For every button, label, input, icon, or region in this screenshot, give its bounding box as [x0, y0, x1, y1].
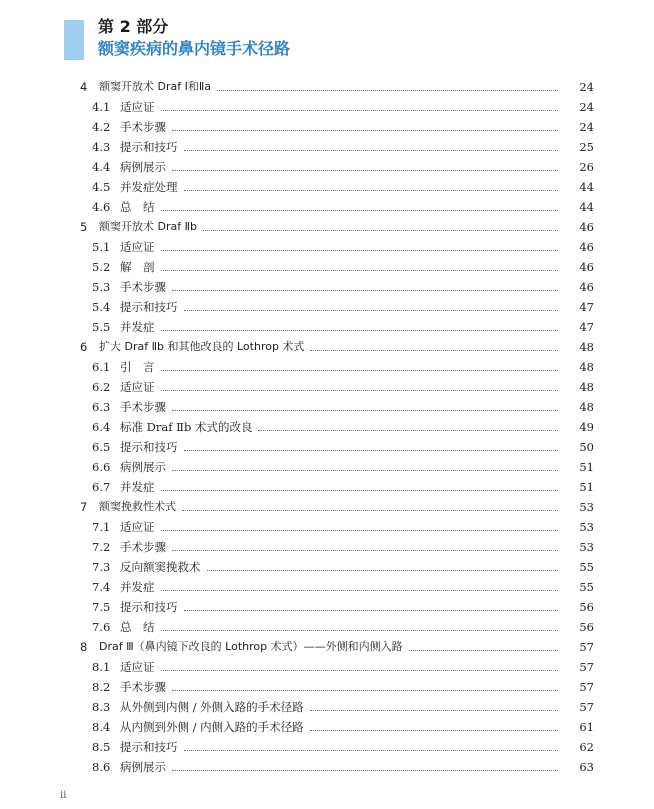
- toc-dot-leader: [172, 770, 558, 771]
- toc-dot-leader: [184, 190, 558, 191]
- toc-dot-leader: [161, 270, 558, 271]
- toc-dot-leader: [184, 750, 558, 751]
- toc-entry-page: 48: [579, 360, 594, 374]
- toc-entry-page: 48: [579, 400, 594, 414]
- toc-entry-page: 56: [579, 600, 594, 614]
- toc-entry-number: 4.3: [92, 140, 111, 154]
- toc-dot-leader: [310, 350, 558, 351]
- toc-section-entry[interactable]: [0, 398, 654, 416]
- toc-dot-leader: [184, 450, 558, 451]
- toc-entry-title: 总 结: [120, 618, 161, 636]
- toc-section-entry[interactable]: [0, 178, 654, 196]
- toc-dot-leader: [172, 290, 558, 291]
- toc-entry-number: 8.3: [92, 700, 111, 714]
- toc-section-entry[interactable]: [0, 478, 654, 496]
- toc-entry-number: 6: [80, 340, 88, 354]
- toc-entry-number: 7.2: [92, 540, 111, 554]
- toc-section-entry[interactable]: [0, 378, 654, 396]
- toc-entry-title: 额窦挽救性术式: [99, 498, 182, 516]
- toc-dot-leader: [184, 310, 558, 311]
- toc-entry-number: 4.1: [92, 100, 111, 114]
- toc-entry-page: 48: [579, 340, 594, 354]
- toc-entry-title: 手术步骤: [120, 398, 172, 416]
- toc-entry-page: 57: [579, 660, 594, 674]
- toc-dot-leader: [161, 330, 558, 331]
- toc-entry-title: 从内侧到外侧 / 内侧入路的手术径路: [120, 718, 310, 736]
- toc-entry-number: 6.1: [92, 360, 111, 374]
- toc-section-entry[interactable]: [0, 738, 654, 756]
- toc-dot-leader: [161, 250, 558, 251]
- toc-entry-number: 8.4: [92, 720, 111, 734]
- toc-entry-page: 24: [579, 100, 594, 114]
- toc-dot-leader: [310, 730, 558, 731]
- toc-dot-leader: [161, 110, 558, 111]
- toc-dot-leader: [161, 670, 558, 671]
- toc-entry-page: 46: [579, 260, 594, 274]
- toc-entry-title: 并发症: [120, 318, 161, 336]
- toc-entry-number: 6.3: [92, 400, 111, 414]
- toc-section-entry[interactable]: [0, 518, 654, 536]
- toc-entry-page: 53: [579, 540, 594, 554]
- toc-entry-title: 并发症: [120, 578, 161, 596]
- toc-entry-title: 扩大 Draf Ⅱb 和其他改良的 Lothrop 术式: [99, 338, 310, 356]
- toc-entry-title: 标准 Draf Ⅱb 术式的改良: [120, 418, 258, 436]
- toc-entry-number: 6.2: [92, 380, 111, 394]
- toc-entry-page: 24: [579, 80, 594, 94]
- toc-entry-title: 并发症: [120, 478, 161, 496]
- toc-entry-page: 61: [579, 720, 594, 734]
- toc-entry-page: 24: [579, 120, 594, 134]
- toc-entry-title: 从外侧到内侧 / 外侧入路的手术径路: [120, 698, 310, 716]
- toc-entry-title: 病例展示: [120, 458, 172, 476]
- toc-dot-leader: [258, 430, 558, 431]
- toc-section-entry[interactable]: [0, 618, 654, 636]
- toc-entry-title: 提示和技巧: [120, 438, 184, 456]
- toc-entry-page: 49: [579, 420, 594, 434]
- toc-section-entry[interactable]: [0, 98, 654, 116]
- toc-dot-leader: [172, 410, 558, 411]
- toc-dot-leader: [161, 210, 558, 211]
- toc-entry-number: 7.4: [92, 580, 111, 594]
- toc-entry-page: 55: [579, 560, 594, 574]
- toc-entry-number: 8.2: [92, 680, 111, 694]
- toc-entry-page: 46: [579, 280, 594, 294]
- toc-dot-leader: [207, 570, 558, 571]
- toc-dot-leader: [172, 690, 558, 691]
- toc-entry-number: 7.1: [92, 520, 111, 534]
- toc-entry-title: 额窦开放术 Draf Ⅰ和Ⅱa: [99, 78, 217, 96]
- toc-entry-page: 44: [579, 180, 594, 194]
- part-accent-bar: [64, 20, 84, 60]
- toc-chapter-entry[interactable]: [0, 498, 654, 516]
- toc-entry-title: 适应证: [120, 658, 161, 676]
- toc-section-entry[interactable]: [0, 558, 654, 576]
- toc-dot-leader: [161, 490, 558, 491]
- toc-entry-title: 额窦开放术 Draf Ⅱb: [99, 218, 203, 236]
- toc-entry-page: 51: [579, 480, 594, 494]
- toc-entry-title: 解 剖: [120, 258, 161, 276]
- toc-dot-leader: [161, 590, 558, 591]
- toc-chapter-entry[interactable]: [0, 78, 654, 96]
- toc-section-entry[interactable]: [0, 238, 654, 256]
- toc-section-entry[interactable]: [0, 278, 654, 296]
- toc-entry-page: 47: [579, 300, 594, 314]
- toc-entry-title: 病例展示: [120, 758, 172, 776]
- toc-entry-title: 适应证: [120, 98, 161, 116]
- toc-entry-page: 50: [579, 440, 594, 454]
- toc-entry-number: 5.3: [92, 280, 111, 294]
- toc-dot-leader: [217, 90, 558, 91]
- toc-entry-number: 5.2: [92, 260, 111, 274]
- toc-entry-page: 57: [579, 640, 594, 654]
- toc-entry-title: 并发症处理: [120, 178, 184, 196]
- toc-dot-leader: [172, 470, 558, 471]
- toc-entry-page: 62: [579, 740, 594, 754]
- toc-entry-number: 4.4: [92, 160, 111, 174]
- toc-entry-number: 7.3: [92, 560, 111, 574]
- toc-entry-number: 7: [80, 500, 88, 514]
- toc-section-entry[interactable]: [0, 438, 654, 456]
- toc-entry-title: 提示和技巧: [120, 738, 184, 756]
- toc-dot-leader: [161, 530, 558, 531]
- toc-dot-leader: [172, 170, 558, 171]
- toc-entry-number: 8.1: [92, 660, 111, 674]
- toc-entry-page: 26: [579, 160, 594, 174]
- toc-entry-page: 44: [579, 200, 594, 214]
- toc-dot-leader: [161, 390, 558, 391]
- toc-entry-title: 适应证: [120, 378, 161, 396]
- toc-section-entry[interactable]: [0, 418, 654, 436]
- part-title: 额窦疾病的鼻内镜手术径路: [98, 39, 291, 58]
- toc-dot-leader: [310, 710, 558, 711]
- toc-entry-title: 手术步骤: [120, 278, 172, 296]
- toc-section-entry[interactable]: [0, 258, 654, 276]
- toc-entry-number: 5.4: [92, 300, 111, 314]
- toc-section-entry[interactable]: [0, 758, 654, 776]
- toc-entry-number: 8.6: [92, 760, 111, 774]
- toc-entry-page: 55: [579, 580, 594, 594]
- toc-dot-leader: [172, 550, 558, 551]
- toc-entry-page: 57: [579, 680, 594, 694]
- toc-entry-title: 手术步骤: [120, 678, 172, 696]
- toc-entry-page: 53: [579, 500, 594, 514]
- toc-section-entry[interactable]: [0, 158, 654, 176]
- toc-entry-number: 5.1: [92, 240, 111, 254]
- toc-entry-number: 7.6: [92, 620, 111, 634]
- toc-section-entry[interactable]: [0, 358, 654, 376]
- toc-dot-leader: [184, 150, 558, 151]
- toc-dot-leader: [182, 510, 558, 511]
- toc-dot-leader: [172, 130, 558, 131]
- toc-section-entry[interactable]: [0, 578, 654, 596]
- toc-entry-page: 63: [579, 760, 594, 774]
- toc-entry-title: 提示和技巧: [120, 298, 184, 316]
- toc-dot-leader: [161, 370, 558, 371]
- toc-entry-title: 病例展示: [120, 158, 172, 176]
- toc-entry-page: 47: [579, 320, 594, 334]
- toc-entry-title: 提示和技巧: [120, 138, 184, 156]
- toc-entry-title: 提示和技巧: [120, 598, 184, 616]
- toc-chapter-entry[interactable]: [0, 338, 654, 356]
- toc-section-entry[interactable]: [0, 718, 654, 736]
- toc-entry-title: 总 结: [120, 198, 161, 216]
- toc-chapter-entry[interactable]: [0, 638, 654, 656]
- toc-entry-number: 4.6: [92, 200, 111, 214]
- toc-section-entry[interactable]: [0, 698, 654, 716]
- toc-section-entry[interactable]: [0, 318, 654, 336]
- toc-entry-page: 46: [579, 220, 594, 234]
- toc-section-entry[interactable]: [0, 138, 654, 156]
- toc-entry-title: Draf Ⅲ（鼻内镜下改良的 Lothrop 术式）——外侧和内侧入路: [99, 638, 409, 656]
- toc-entry-page: 25: [579, 140, 594, 154]
- toc-entry-title: 手术步骤: [120, 538, 172, 556]
- toc-section-entry[interactable]: [0, 598, 654, 616]
- toc-entry-title: 手术步骤: [120, 118, 172, 136]
- toc-dot-leader: [409, 650, 558, 651]
- toc-entry-title: 适应证: [120, 238, 161, 256]
- toc-section-entry[interactable]: [0, 658, 654, 676]
- toc-entry-page: 56: [579, 620, 594, 634]
- part-label: 第 2 部分: [98, 17, 169, 36]
- toc-entry-number: 7.5: [92, 600, 111, 614]
- toc-entry-page: 57: [579, 700, 594, 714]
- toc-chapter-entry[interactable]: [0, 218, 654, 236]
- toc-entry-title: 反向额窦挽救术: [120, 558, 207, 576]
- toc-entry-number: 6.6: [92, 460, 111, 474]
- toc-entry-number: 6.4: [92, 420, 111, 434]
- toc-entry-title: 引 言: [120, 358, 161, 376]
- toc-entry-number: 6.5: [92, 440, 111, 454]
- toc-entry-number: 6.7: [92, 480, 111, 494]
- toc-entry-page: 48: [579, 380, 594, 394]
- toc-section-entry[interactable]: [0, 678, 654, 696]
- toc-section-entry[interactable]: [0, 458, 654, 476]
- toc-dot-leader: [203, 230, 558, 231]
- toc-entry-page: 46: [579, 240, 594, 254]
- page-number: ii: [60, 790, 67, 801]
- toc-dot-leader: [161, 630, 558, 631]
- toc-entry-number: 5: [80, 220, 88, 234]
- toc-entry-number: 4.5: [92, 180, 111, 194]
- toc-entry-number: 5.5: [92, 320, 111, 334]
- toc-section-entry[interactable]: [0, 298, 654, 316]
- toc-entry-page: 51: [579, 460, 594, 474]
- toc-section-entry[interactable]: [0, 118, 654, 136]
- toc-section-entry[interactable]: [0, 538, 654, 556]
- toc-entry-number: 8.5: [92, 740, 111, 754]
- toc-entry-number: 4: [80, 80, 88, 94]
- toc-entry-number: 8: [80, 640, 88, 654]
- toc-entry-number: 4.2: [92, 120, 111, 134]
- toc-entry-page: 53: [579, 520, 594, 534]
- toc-section-entry[interactable]: [0, 198, 654, 216]
- toc-entry-title: 适应证: [120, 518, 161, 536]
- toc-dot-leader: [184, 610, 558, 611]
